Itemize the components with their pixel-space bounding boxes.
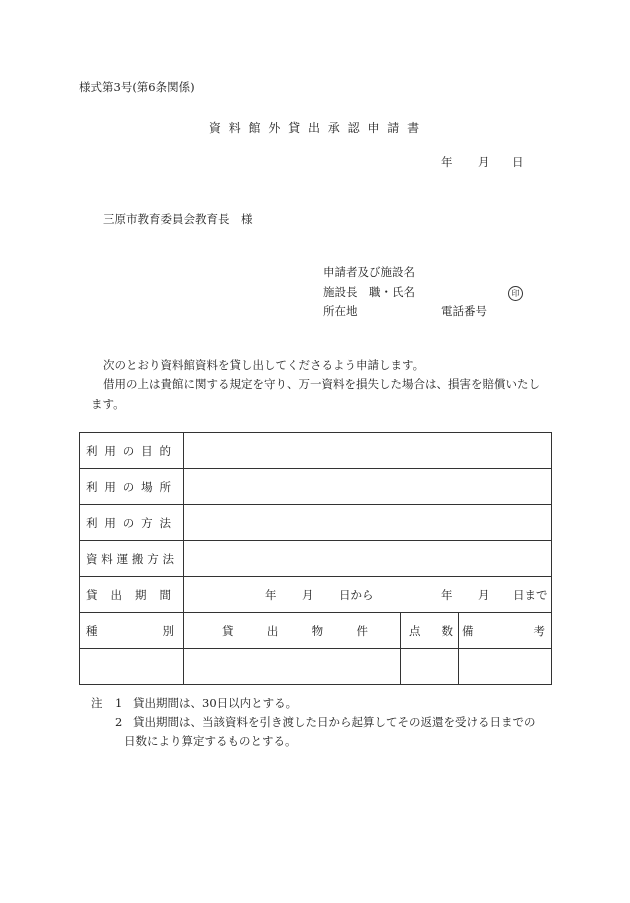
field-place[interactable] — [184, 469, 552, 505]
date-year: 年 — [441, 155, 453, 169]
statement-line-3: ます。 — [91, 397, 125, 411]
note-2-text-line-2: 日数により算定するものとする。 — [124, 734, 297, 748]
statement-line-2: 借用の上は貴館に関する規定を守り、万一資料を損失した場合は、損害を賠償いたし — [103, 377, 540, 391]
period-month-end: 月 — [478, 588, 490, 602]
field-method[interactable] — [184, 505, 552, 541]
date-day: 日 — [512, 155, 524, 169]
period-day-to: 日まで — [513, 588, 548, 602]
field-type[interactable] — [80, 649, 184, 685]
applicant-phone: 電話番号 — [441, 304, 487, 318]
form-number: 様式第3号(第6条関係) — [79, 80, 195, 94]
label-place: 利 用 の 場 所 — [80, 469, 184, 505]
header-type: 種 別 — [80, 613, 184, 649]
field-period[interactable] — [184, 577, 552, 613]
header-items: 貸 出 物 件 — [184, 613, 401, 649]
row-period — [80, 577, 552, 613]
header-count: 点 数 — [401, 613, 459, 649]
loan-application-table — [79, 432, 552, 685]
applicant-address: 所在地 — [323, 304, 358, 318]
period-month-start: 月 — [302, 588, 314, 602]
field-count[interactable] — [401, 649, 459, 685]
row-place — [80, 469, 552, 505]
note-2-text-line-1: 貸出期間は、当該資料を引き渡した日から起算してその返還を受ける日までの — [133, 715, 536, 729]
row-transport — [80, 541, 552, 577]
date-month: 月 — [478, 155, 490, 169]
notes-label: 注 — [91, 696, 103, 710]
label-method: 利 用 の 方 法 — [80, 505, 184, 541]
note-1-text: 貸出期間は、30日以内とする。 — [133, 696, 298, 710]
form-title: 資 料 館 外 貸 出 承 認 申 請 書 — [208, 121, 422, 135]
header-remarks: 備 考 — [459, 613, 552, 649]
label-transport: 資 料 運 搬 方 法 — [80, 541, 184, 577]
period-year-end: 年 — [441, 588, 453, 602]
period-year-start: 年 — [265, 588, 277, 602]
field-items[interactable] — [184, 649, 401, 685]
row-method — [80, 505, 552, 541]
field-remarks[interactable] — [459, 649, 552, 685]
row-item-entry — [80, 649, 552, 685]
label-purpose: 利 用 の 目 的 — [80, 433, 184, 469]
addressee: 三原市教育委員会教育長 様 — [103, 212, 253, 226]
note-2-number: 2 — [115, 715, 123, 729]
row-purpose — [80, 433, 552, 469]
note-1-number: 1 — [115, 696, 123, 710]
seal-mark: 印 — [508, 286, 523, 301]
period-day-from: 日から — [339, 588, 374, 602]
field-purpose[interactable] — [184, 433, 552, 469]
statement-line-1: 次のとおり資料館資料を貸し出してくださるよう申請します。 — [103, 358, 425, 372]
field-transport[interactable] — [184, 541, 552, 577]
applicant-facility-name: 申請者及び施設名 — [323, 265, 415, 279]
label-period: 貸 出 期 間 — [80, 577, 184, 613]
applicant-head-name: 施設長 職・氏名 — [323, 285, 415, 299]
row-item-header — [80, 613, 552, 649]
